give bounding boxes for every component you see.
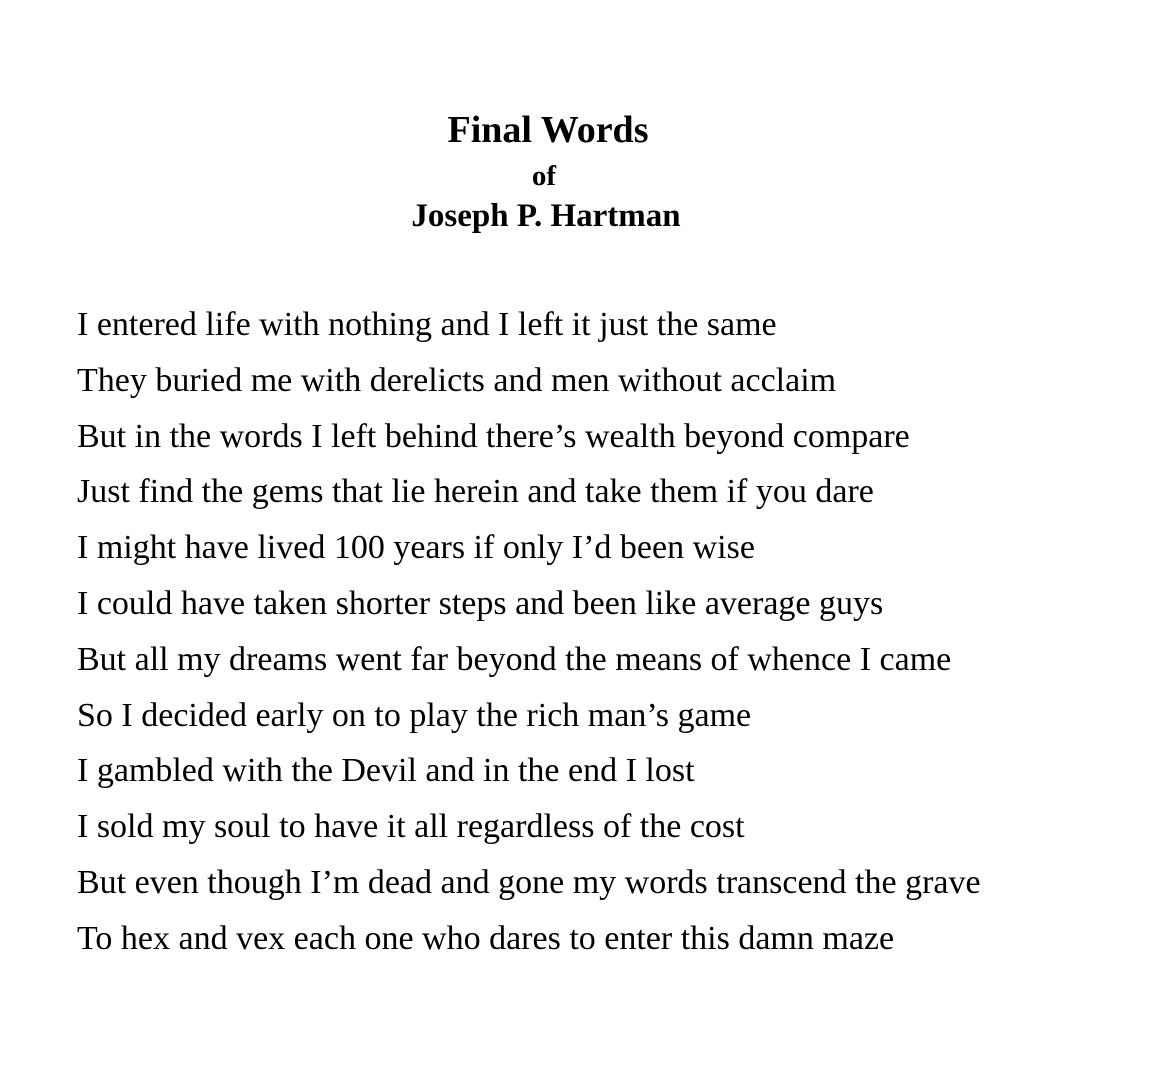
poem-line: Just find the gems that lie herein and take them if you dare	[77, 473, 874, 511]
poem-line: I might have lived 100 years if only I’d been wise	[77, 529, 755, 567]
poem-line: I sold my soul to have it all regardless of the cost	[77, 808, 745, 846]
poem-line: To hex and vex each one who dares to enter this damn maze	[77, 919, 895, 957]
poem-line: They buried me with derelicts and men without acclaim	[77, 361, 837, 399]
poem-line: But all my dreams went far beyond the means of whence I came	[77, 640, 952, 678]
title-connector: of	[531, 160, 557, 192]
poem-line: I entered life with nothing and I left it just the same	[77, 306, 777, 343]
poem-line: But even though I’m dead and gone my words transcend the grave	[77, 863, 981, 901]
poem-line: I gambled with the Devil and in the end I lost	[77, 752, 695, 790]
poem-line: So I decided early on to play the rich man’s game	[77, 696, 752, 734]
author-name: Joseph P. Hartman	[411, 198, 681, 234]
poem-title: Final Words	[447, 109, 649, 151]
poem-line: But in the words I left behind there’s wealth beyond compare	[77, 417, 910, 455]
poem-line: I could have taken shorter steps and been like average guys	[77, 584, 884, 622]
poem-body	[77, 297, 981, 967]
